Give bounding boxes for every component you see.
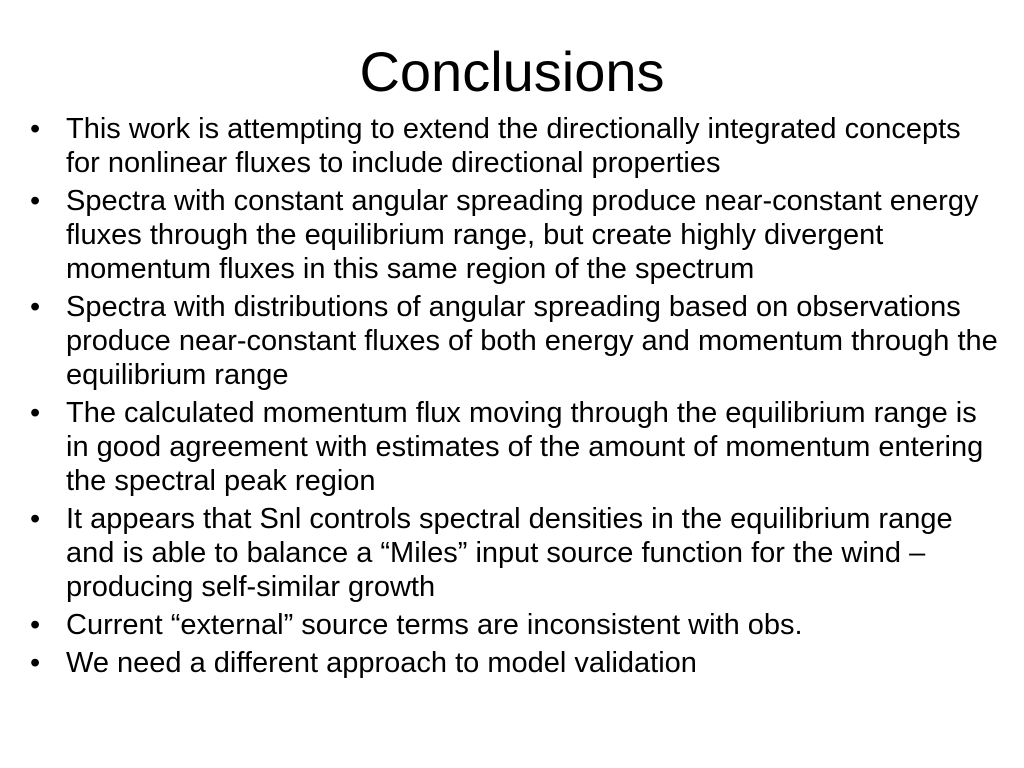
bullet-text: We need a different approach to model validation (66, 647, 697, 679)
bullet-text: This work is attempting to extend the directionally integrated concepts for nonlinear fluxes to include directional properties (66, 113, 961, 179)
bullet-item (30, 290, 1000, 392)
bullet-list (30, 112, 1000, 684)
bullet-item (30, 396, 1000, 498)
bullet-item (30, 184, 1000, 286)
bullet-icon: • (30, 113, 41, 145)
bullet-text: It appears that Snl controls spectral densities in the equilibrium range and is able to balance a “Miles” input source function for the wind – producing self-similar growth (66, 503, 953, 603)
bullet-text: Spectra with constant angular spreading produce near-constant energy fluxes through the equilibrium range, but create highly divergent momentum fluxes in this same region of the spectrum (66, 185, 979, 285)
bullet-item (30, 112, 1000, 180)
bullet-text: The calculated momentum flux moving through the equilibrium range is in good agreement with estimates of the amount of momentum entering the spectral peak region (66, 397, 984, 497)
bullet-item (30, 646, 1000, 680)
bullet-icon: • (30, 647, 41, 679)
bullet-text: Spectra with distributions of angular spreading based on observations produce near-constant fluxes of both energy and momentum through the equilibrium range (66, 291, 998, 391)
bullet-icon: • (30, 609, 41, 641)
bullet-icon: • (30, 503, 41, 535)
bullet-text: Current “external” source terms are inconsistent with obs. (66, 609, 803, 641)
slide-title: Conclusions (359, 40, 665, 103)
bullet-icon: • (30, 185, 41, 217)
bullet-item (30, 608, 1000, 642)
bullet-item (30, 502, 1000, 604)
bullet-icon: • (30, 291, 41, 323)
bullet-icon: • (30, 397, 41, 429)
